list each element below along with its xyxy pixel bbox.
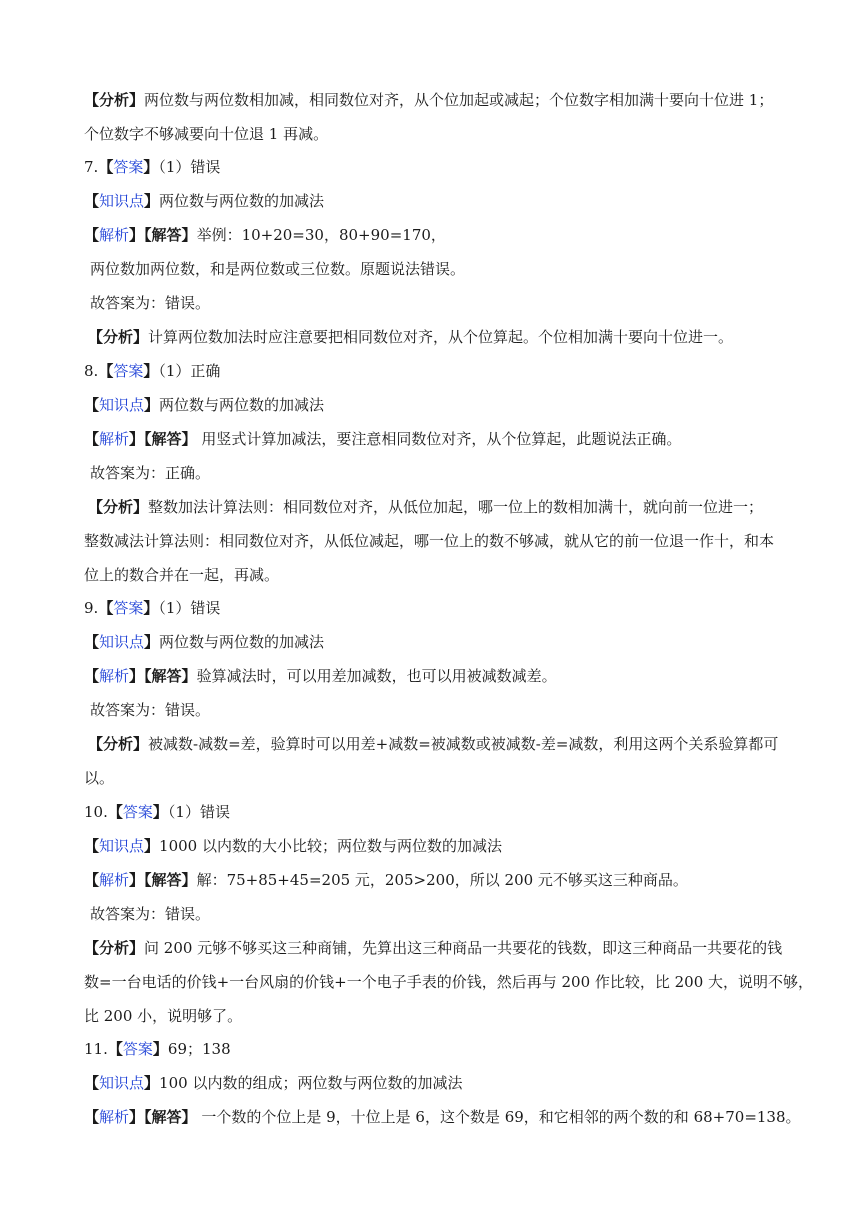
question-9-solution: 【解析】【解答】验算减法时，可以用差加减数，也可以用被减数减差。 — [84, 667, 557, 685]
question-10-conclusion: 故答案为：错误。 — [90, 905, 211, 923]
answer-tag: 答案 — [113, 599, 144, 617]
answer-tag: 答案 — [122, 803, 153, 821]
question-9-analysis-2: 以。 — [84, 769, 115, 787]
answer-tag: 答案 — [122, 1040, 153, 1058]
question-9-conclusion: 故答案为：错误。 — [90, 701, 211, 719]
question-8-solution: 【解析】【解答】 用竖式计算加减法，要注意相同数位对齐，从个位算起，此题说法正确。 — [84, 430, 682, 448]
answer-tag: 答案 — [113, 158, 144, 176]
question-11-answer: 11.【答案】69；138 — [84, 1040, 231, 1058]
question-11-knowledge: 【知识点】100 以内数的组成；两位数与两位数的加减法 — [84, 1074, 463, 1092]
question-8-knowledge: 【知识点】两位数与两位数的加减法 — [84, 396, 325, 414]
question-7-answer: 7.【答案】（1）错误 — [84, 158, 221, 176]
question-7-conclusion: 故答案为：错误。 — [90, 294, 211, 312]
knowledge-tag: 知识点 — [99, 396, 145, 414]
explain-tag: 解析 — [99, 871, 130, 889]
knowledge-tag: 知识点 — [99, 633, 145, 651]
question-7-knowledge: 【知识点】两位数与两位数的加减法 — [84, 192, 325, 210]
question-8-analysis-3: 位上的数合并在一起，再减。 — [84, 566, 280, 584]
question-10-analysis: 【分析】问 200 元够不够买这三种商铺，先算出这三种商品一共要花的钱数，即这三种商品一共要花的钱 — [84, 939, 783, 957]
question-10-solution: 【解析】【解答】解：75+85+45=205 元，205>200，所以 200 元不够买这三种商品。 — [84, 871, 688, 889]
question-10-analysis-2: 数=一台电话的价钱+一台风扇的价钱+一个电子手表的价钱，然后再与 200 作比较，比 200 大，说明不够， — [84, 973, 814, 991]
question-7-solution-2: 两位数加两位数，和是两位数或三位数。原题说法错误。 — [90, 260, 466, 278]
question-10-analysis-3: 比 200 小，说明够了。 — [84, 1007, 243, 1025]
question-8-analysis-2: 整数减法计算法则：相同数位对齐，从低位减起，哪一位上的数不够减，就从它的前一位退一作十，和本 — [84, 532, 775, 550]
question-8-analysis: 【分析】整数加法计算法则：相同数位对齐，从低位加起，哪一位上的数相加满十，就向前一位进一； — [88, 498, 764, 516]
explain-tag: 解析 — [99, 226, 130, 244]
question-9-knowledge: 【知识点】两位数与两位数的加减法 — [84, 633, 325, 651]
question-10-answer: 10.【答案】（1）错误 — [84, 803, 230, 821]
answer-tag: 答案 — [113, 362, 144, 380]
analysis-line: 个位数字不够减要向十位退 1 再减。 — [84, 125, 329, 143]
question-7-analysis: 【分析】计算两位数加法时应注意要把相同数位对齐，从个位算起。个位相加满十要向十位进一。 — [88, 328, 734, 346]
question-8-conclusion: 故答案为：正确。 — [90, 464, 211, 482]
knowledge-tag: 知识点 — [99, 1074, 145, 1092]
analysis-tag: 【分析】 — [84, 91, 145, 109]
analysis-line: 【分析】两位数与两位数相加减，相同数位对齐，从个位加起或减起；个位数字相加满十要向十位进 1； — [84, 91, 774, 109]
question-7-solution: 【解析】【解答】举例：10+20=30，80+90=170， — [84, 226, 446, 244]
knowledge-tag: 知识点 — [99, 192, 145, 210]
question-9-analysis: 【分析】被减数-减数=差，验算时可以用差+减数=被减数或被减数-差=减数，利用这两个关系验算都可 — [88, 735, 779, 753]
explain-tag: 解析 — [99, 430, 130, 448]
question-8-answer: 8.【答案】（1）正确 — [84, 362, 221, 380]
question-11-solution: 【解析】【解答】 一个数的个位上是 9，十位上是 6，这个数是 69，和它相邻的两个数的和 68+70=138。 — [84, 1108, 801, 1126]
knowledge-tag: 知识点 — [99, 837, 145, 855]
explain-tag: 解析 — [99, 1108, 130, 1126]
explain-tag: 解析 — [99, 667, 130, 685]
question-10-knowledge: 【知识点】1000 以内数的大小比较；两位数与两位数的加减法 — [84, 837, 502, 855]
question-9-answer: 9.【答案】（1）错误 — [84, 599, 221, 617]
